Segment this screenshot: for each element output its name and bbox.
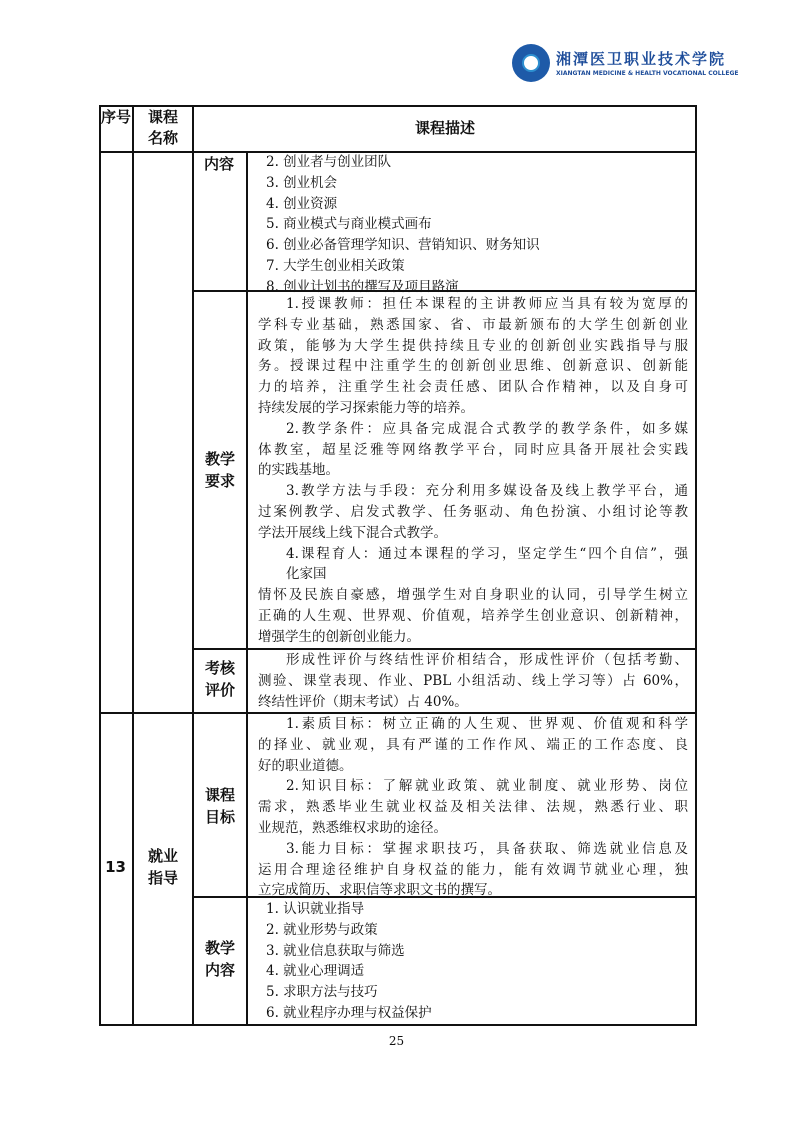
content-list (258, 152, 688, 298)
teaching-content-list (258, 899, 688, 1024)
text-line: 立完成简历、求职信等求职文书的撰写。 (258, 882, 501, 899)
text-line: 终结性评价（期末考试）占 40%。 (258, 693, 468, 710)
text-line: 5. 求职方法与技巧 (266, 984, 378, 1001)
goals-label: 课程目标 (204, 786, 235, 826)
text-line: 需求，熟悉毕业生就业权益及相关法律、法规，熟悉行业、职 (258, 799, 688, 816)
text-line: 2. 创业者与创业团队 (266, 154, 392, 170)
course-seq: 13 (105, 858, 126, 876)
teaching-content-label: 教学内容 (204, 939, 235, 979)
text-line: 4. 就业心理调适 (266, 963, 365, 980)
text-line: 运用合理途径维护自身权益的能力，能有效调节就业心理，独 (258, 861, 688, 878)
text-line: 4.课程育人：通过本课程的学习，坚定学生“四个自信”，强 (286, 545, 688, 562)
text-line: 6. 创业必备管理学知识、营销知识、财务知识 (266, 237, 540, 254)
text-line: 3.能力目标：掌握求职技巧，具备获取、筛选就业信息及 (286, 840, 688, 857)
text-line: 增强学生的创新创业能力。 (258, 628, 420, 645)
text-line: 好的职业道德。 (258, 757, 353, 774)
text-line: 1.素质目标：树立正确的人生观、世界观、价值观和科学 (286, 716, 688, 732)
text-line: 情怀及民族自豪感，增强学生对自身职业的认同，引导学生树立 (258, 587, 688, 604)
text-line: 测验、课堂表现、作业、PBL 小组活动、线上学习等）占 60%， (258, 672, 688, 689)
logo-chinese-name: 湘潭医卫职业技术学院 (556, 50, 727, 68)
requirements-label: 教学要求 (204, 450, 235, 490)
college-logo (512, 44, 739, 84)
text-line: 学法开展线上线下混合式教学。 (258, 524, 447, 541)
text-line: 1.授课教师：担任本课程的主讲教师应当具有较为宽厚的 (286, 296, 688, 312)
header-course-desc: 课程描述 (414, 119, 475, 137)
text-line: 3.教学方法与手段：充分利用多媒设备及线上教学平台，通 (286, 483, 688, 500)
goals-text (258, 714, 688, 901)
text-line: 8. 创业计划书的撰写及项目路演 (266, 278, 459, 295)
text-line: 过案例教学、启发式教学、任务驱动、角色扮演、小组讨论等教 (258, 503, 688, 520)
text-line: 业规范，熟悉维权求助的途径。 (258, 819, 447, 836)
header-seq: 序号 (101, 108, 132, 126)
content-label: 内容 (203, 155, 234, 173)
header-course-name: 课程名称 (147, 108, 178, 147)
text-line: 的择业、就业观，具有严谨的工作作风、端正的工作态度、良 (258, 736, 688, 753)
college-seal-icon (512, 44, 550, 82)
text-line: 7. 大学生创业相关政策 (266, 257, 405, 274)
text-line: 6. 就业程序办理与权益保护 (266, 1004, 432, 1021)
text-line: 务。授课过程中注重学生的创新创业思维、创新意识、创新能 (258, 358, 688, 375)
text-line: 力的培养，注重学生社会责任感、团队合作精神，以及自身可 (258, 379, 688, 396)
text-line: 2.教学条件：应具备完成混合式教学的教学条件，如多媒 (286, 420, 688, 437)
text-line: 持续发展的学习探索能力等的培养。 (258, 399, 474, 416)
text-line: 3. 创业机会 (266, 174, 338, 191)
text-line: 形成性评价与终结性评价相结合，形成性评价（包括考勤、 (286, 652, 688, 668)
text-line: 5. 商业模式与商业模式画布 (266, 216, 432, 233)
assessment-text (258, 650, 688, 712)
text-line: 的实践基地。 (258, 462, 339, 479)
logo-english-name: XIANGTAN MEDICINE & HEALTH VOCATIONAL COLLEGE (556, 70, 739, 77)
page-number: 25 (388, 1034, 405, 1048)
text-line: 化家国 (286, 566, 327, 583)
assessment-label: 考核评价 (204, 659, 235, 699)
course-name: 就业指导 (147, 847, 178, 887)
text-line: 体教室，超星泛雅等网络教学平台，同时应具备开展社会实践 (258, 441, 688, 458)
text-line: 3. 就业信息获取与筛选 (266, 942, 405, 959)
text-line: 政策，能够为大学生提供持续且专业的创新创业实践指导与服 (258, 337, 688, 354)
requirements-text (258, 294, 688, 648)
text-line: 学科专业基础，熟悉国家、省、市最新颁布的大学生创新创业 (258, 316, 688, 333)
text-line: 正确的人生观、世界观、价值观，培养学生创业意识、创新精神， (258, 607, 688, 624)
text-line: 2. 就业形势与政策 (266, 921, 378, 938)
text-line: 2.知识目标：了解就业政策、就业制度、就业形势、岗位 (286, 778, 688, 795)
text-line: 4. 创业资源 (266, 195, 338, 212)
text-line: 1. 认识就业指导 (266, 901, 365, 917)
